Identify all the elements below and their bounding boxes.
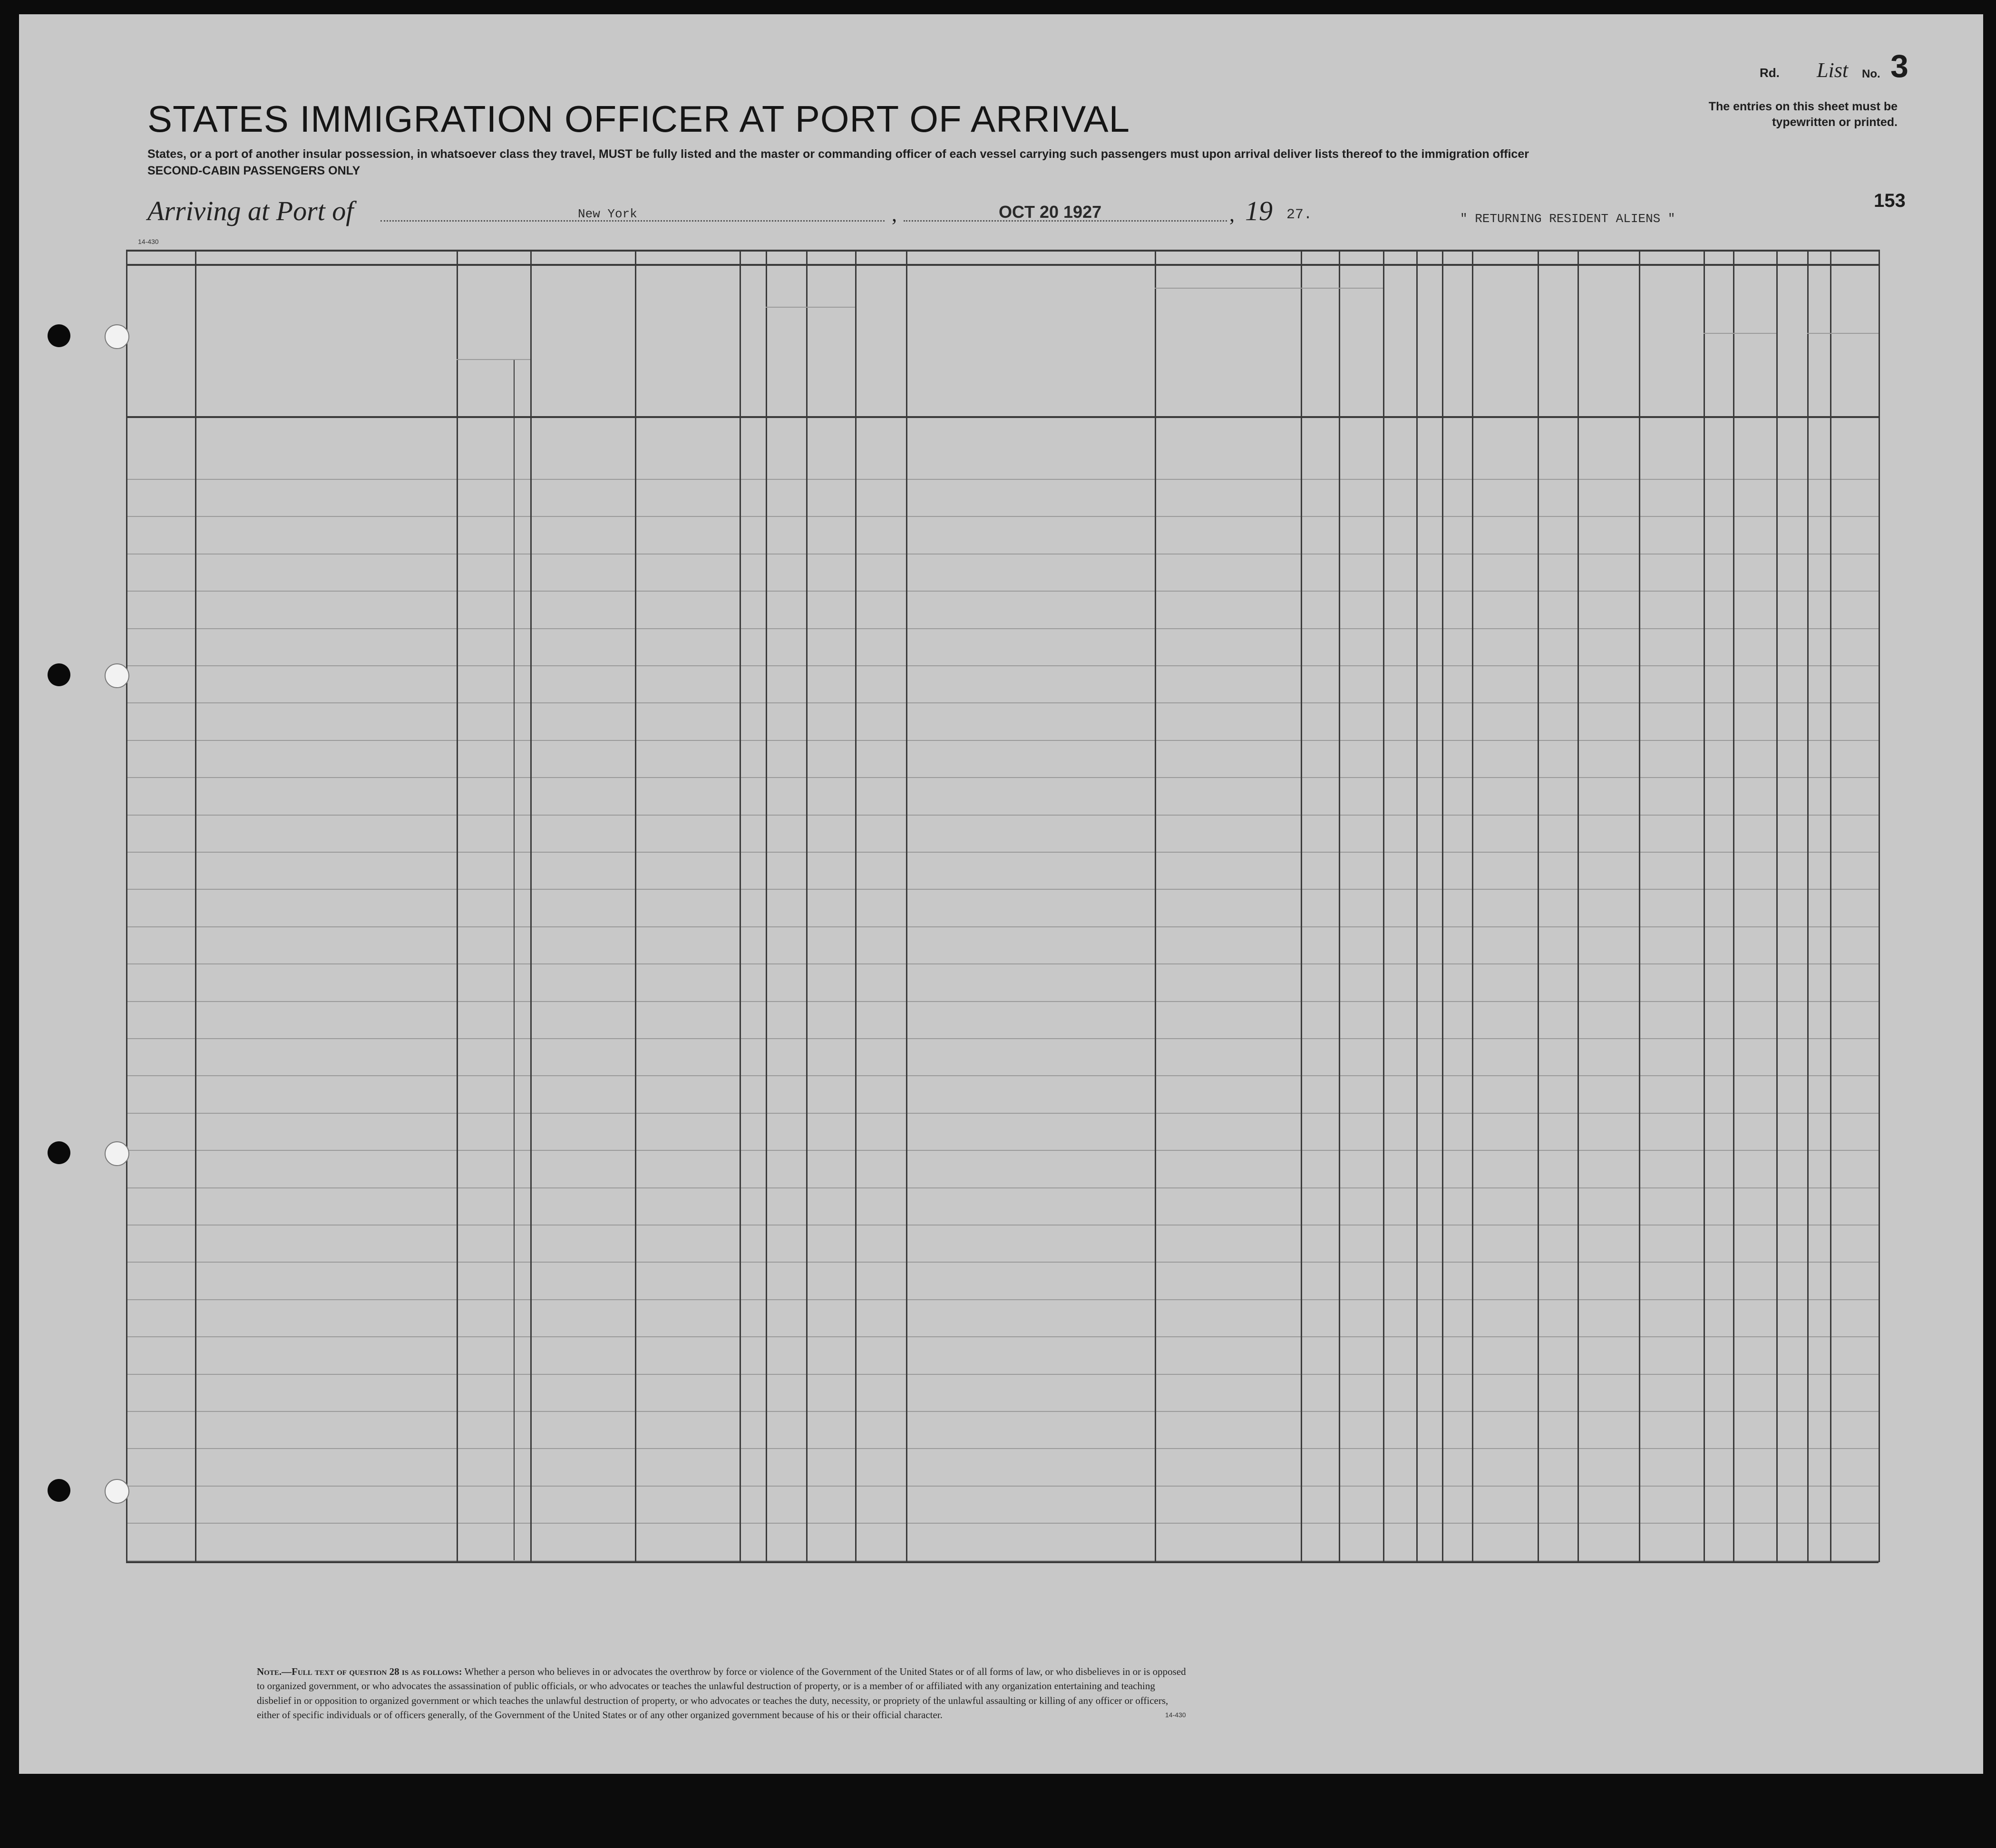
footnote <box>257 1664 1189 1722</box>
column-rule <box>635 250 636 1562</box>
column-rule <box>806 250 808 1562</box>
row-rule <box>126 889 1879 890</box>
year-prefix: 19 <box>1245 195 1273 226</box>
port-value: New York <box>578 207 637 221</box>
row-rule <box>126 1075 1879 1076</box>
column-rule <box>1339 250 1340 1562</box>
column-rule <box>1733 250 1734 1562</box>
binder-hole <box>48 1141 70 1164</box>
column-rule <box>457 250 458 1562</box>
arriving-label: Arriving at Port of <box>147 195 354 226</box>
year-suffix: 27. <box>1286 207 1313 223</box>
row-rule <box>126 1299 1879 1300</box>
row-rule <box>126 1262 1879 1263</box>
form-code-bottom: 14-430 <box>1165 1711 1186 1719</box>
comma-mark: , <box>892 203 897 226</box>
row-rule <box>126 1001 1879 1002</box>
binder-hole <box>48 324 70 347</box>
row-rule <box>126 479 1879 480</box>
subheader-rule <box>766 307 855 308</box>
list-no-prefix: No. <box>1862 68 1880 80</box>
column-rule <box>1442 250 1443 1562</box>
form-code-top: 14-430 <box>138 238 159 245</box>
row-rule <box>126 1448 1879 1449</box>
class-subtitle: SECOND-CABIN PASSENGERS ONLY <box>147 164 360 177</box>
row-rule <box>126 1113 1879 1114</box>
row-rule <box>126 1374 1879 1375</box>
row-rule <box>126 591 1879 592</box>
footnote-lead: Note.—Full text of question 28 is as follows: <box>257 1666 462 1677</box>
binder-hole <box>105 1141 129 1166</box>
subheader-rule <box>457 359 530 360</box>
comma-mark-2: , <box>1229 203 1235 226</box>
row-rule <box>126 740 1879 741</box>
column-rule <box>1383 250 1384 1562</box>
binder-hole <box>105 663 129 688</box>
binder-hole <box>105 324 129 349</box>
row-rule <box>126 963 1879 964</box>
row-rule <box>126 665 1879 666</box>
column-rule <box>906 250 907 1562</box>
row-rule <box>126 926 1879 927</box>
subheader-rule <box>1155 288 1383 289</box>
date-stamp: OCT 20 1927 <box>999 202 1102 222</box>
column-rule <box>740 250 741 1562</box>
table-bottom-rule <box>126 1561 1879 1563</box>
column-number-rule <box>126 264 1879 266</box>
page-number: 153 <box>1874 190 1906 211</box>
row-rule <box>126 1225 1879 1226</box>
returning-note: " RETURNING RESIDENT ALIENS " <box>1460 212 1675 226</box>
intro-text: States, or a port of another insular possession, in whatsoever class they travel, MUST be fully listed and the master or commanding officer of each vessel carrying such passengers must upon arrival deliver lists thereof to the immigration officer <box>147 147 1529 161</box>
binder-hole <box>48 1479 70 1502</box>
column-rule <box>1472 250 1473 1562</box>
column-rule <box>126 250 127 1562</box>
binder-hole <box>48 663 70 686</box>
rd-label: Rd. <box>1760 66 1780 80</box>
subheader-rule <box>1807 333 1879 334</box>
header-bottom-rule <box>126 416 1879 418</box>
list-label: List <box>1817 58 1849 82</box>
list-number: 3 <box>1890 48 1908 84</box>
row-rule <box>126 1411 1879 1412</box>
row-rule <box>126 852 1879 853</box>
column-rule <box>1807 250 1809 1562</box>
column-rule <box>530 250 532 1562</box>
row-rule <box>126 702 1879 703</box>
row-rule <box>126 1150 1879 1151</box>
row-rule <box>126 1336 1879 1337</box>
typewritten-note: The entries on this sheet must be typewritten or printed. <box>1708 100 1898 129</box>
row-rule <box>126 628 1879 629</box>
row-rule <box>126 1486 1879 1487</box>
row-rule <box>126 777 1879 778</box>
column-rule <box>1155 250 1156 1562</box>
column-rule <box>195 250 196 1562</box>
column-rule <box>1538 250 1539 1562</box>
page-title: STATES IMMIGRATION OFFICER AT PORT OF ARRIVAL <box>147 98 1130 140</box>
binder-hole <box>105 1479 129 1504</box>
row-rule <box>126 1187 1879 1188</box>
footnote-text: Whether a person who believes in or advocates the overthrow by force or violence of the Government of the United States or of all forms of law, or who disbelieves in or is opposed to organized government, or who advocates the assassination of public officials, or who advocates or teaches the unlawful destruction of property, or is a member of or affiliated with any organization entertaining and teaching disbelief in or opposition to organized government or which teaches the unlawful destruction of property, or who advocates or teaches the duty, necessity, or propriety of the unlawful assaulting or killing of any officer or officers, either of specific individuals or of officers generally, of the Government of the United States or of any other organized government because of his or their official character. <box>257 1666 1186 1721</box>
row-rule <box>126 1523 1879 1524</box>
row-rule <box>126 815 1879 816</box>
column-rule <box>855 250 857 1562</box>
column-rule <box>1416 250 1418 1562</box>
subheader-rule <box>1704 333 1776 334</box>
column-rule <box>1639 250 1640 1562</box>
table-top-rule <box>126 250 1879 252</box>
column-rule <box>514 359 515 1560</box>
column-rule <box>1830 250 1831 1562</box>
column-rule <box>766 250 767 1562</box>
row-rule <box>126 1038 1879 1039</box>
row-rule <box>126 516 1879 517</box>
column-rule <box>1301 250 1302 1562</box>
column-rule <box>1776 250 1778 1562</box>
column-rule <box>1704 250 1705 1562</box>
manifest-sheet <box>19 14 1983 1774</box>
column-rule <box>1577 250 1579 1562</box>
column-rule <box>1879 250 1880 1562</box>
